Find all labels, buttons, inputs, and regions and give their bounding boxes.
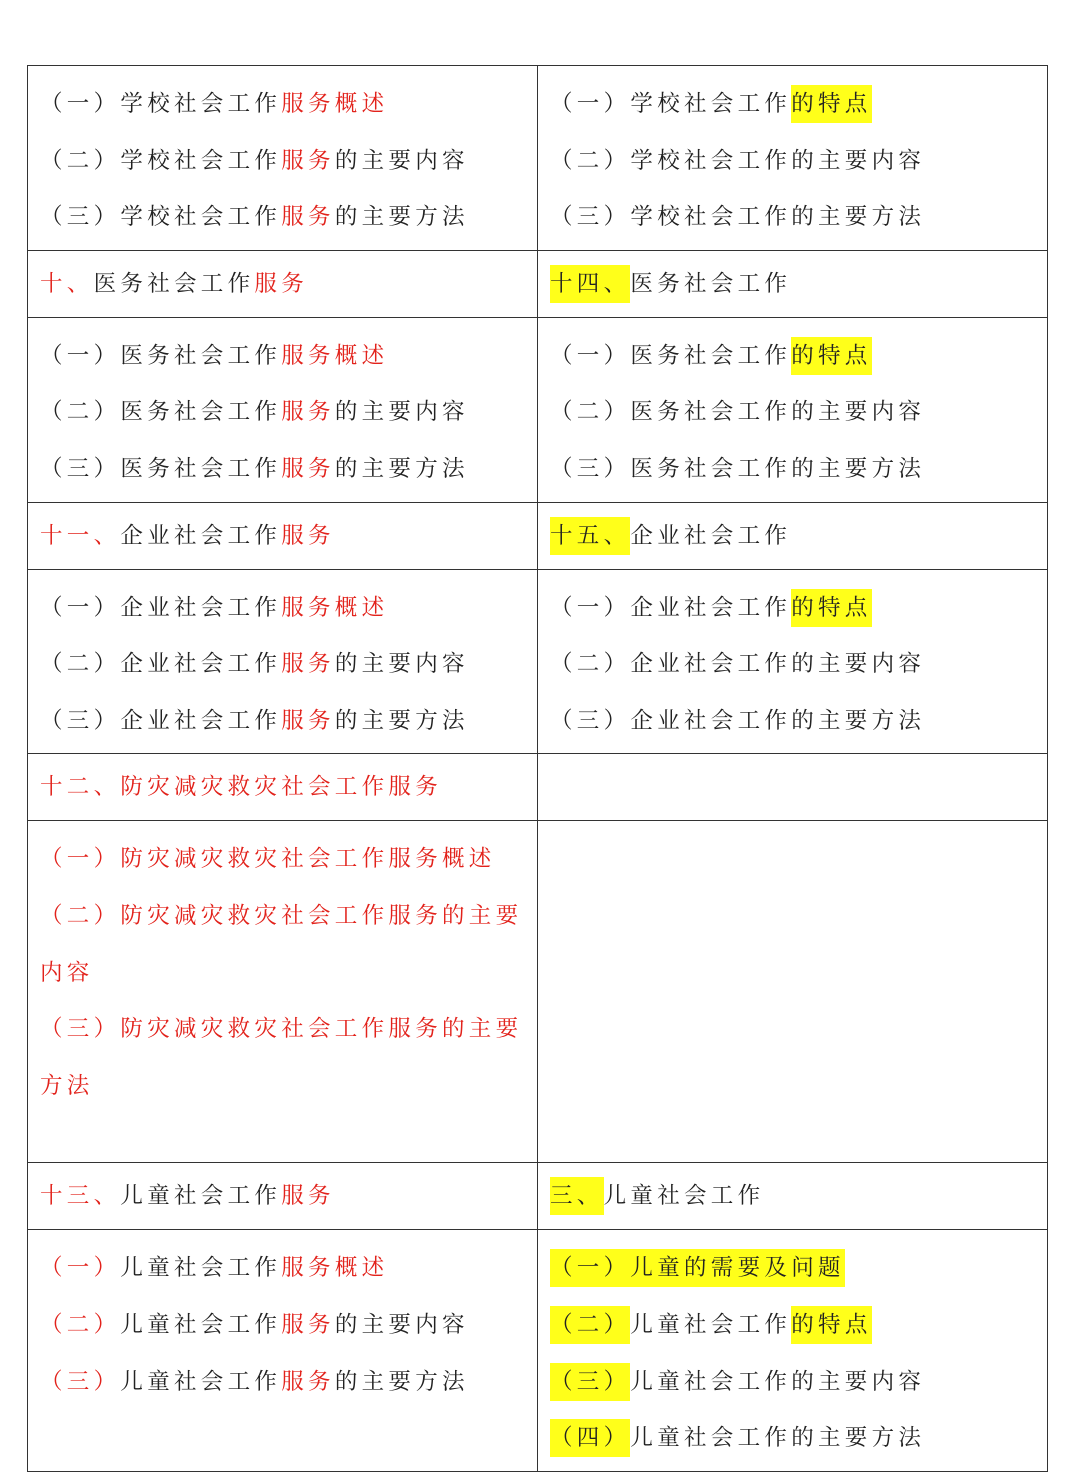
text: （三）医务社会工作的主要方法 bbox=[550, 455, 926, 482]
right-cell bbox=[538, 318, 1048, 502]
red-text: 服务 bbox=[281, 1311, 335, 1338]
list-item bbox=[40, 636, 527, 693]
left-cell bbox=[28, 754, 538, 820]
red-text: 服务 bbox=[281, 651, 335, 678]
left-cell bbox=[28, 1230, 538, 1470]
text: 的主要方法 bbox=[334, 1368, 469, 1395]
section-heading-row bbox=[28, 754, 1048, 821]
list-item bbox=[550, 693, 1037, 750]
red-text: 服务概述 bbox=[281, 342, 389, 369]
list-item bbox=[40, 189, 527, 246]
right-cell bbox=[538, 754, 1048, 820]
red-text: 服务 bbox=[254, 270, 309, 297]
red-text: 服务 bbox=[281, 455, 335, 482]
section-items-row bbox=[28, 1230, 1048, 1471]
list-item bbox=[550, 133, 1037, 190]
section-items-row bbox=[28, 821, 1048, 1163]
red-text: 服务概述 bbox=[281, 1255, 389, 1282]
list-item bbox=[40, 580, 527, 637]
left-cell bbox=[28, 570, 538, 754]
text: （一）医务社会工作 bbox=[40, 342, 282, 369]
text: （二）医务社会工作的主要内容 bbox=[550, 399, 926, 426]
text: （二）学校社会工作的主要内容 bbox=[550, 147, 926, 174]
highlighted-text: 的特点 bbox=[791, 1306, 871, 1344]
red-text: （三） bbox=[40, 1368, 121, 1395]
text: （三）医务社会工作 bbox=[40, 455, 282, 482]
list-item bbox=[40, 1297, 527, 1354]
left-cell bbox=[28, 251, 538, 317]
highlighted-text: 十五、 bbox=[550, 517, 630, 555]
text: （三）学校社会工作 bbox=[40, 204, 282, 231]
list-item bbox=[40, 328, 527, 385]
text: 的主要方法 bbox=[334, 455, 469, 482]
list-item bbox=[550, 328, 1037, 385]
left-cell bbox=[28, 503, 538, 569]
section-heading-row bbox=[28, 251, 1048, 318]
text: （一）企业社会工作 bbox=[40, 594, 282, 621]
red-text: 服务 bbox=[281, 1183, 335, 1210]
list-item bbox=[40, 441, 527, 498]
text: 儿童社会工作 bbox=[120, 1183, 282, 1210]
text: 儿童社会工作 bbox=[120, 1368, 282, 1395]
red-text: （二）防灾减灾救灾社会工作服务的主要内容 bbox=[40, 902, 523, 986]
text: 儿童社会工作 bbox=[120, 1311, 282, 1338]
list-item bbox=[550, 580, 1037, 637]
section-items-row bbox=[28, 570, 1048, 755]
section-heading-row bbox=[28, 1163, 1048, 1230]
highlighted-text: （二） bbox=[550, 1306, 630, 1344]
text: 儿童社会工作 bbox=[630, 1311, 792, 1338]
right-cell bbox=[538, 251, 1048, 317]
left-cell bbox=[28, 66, 538, 250]
highlighted-text: （一）儿童的需要及问题 bbox=[550, 1249, 845, 1287]
red-text: 服务概述 bbox=[281, 91, 389, 117]
list-item bbox=[40, 1354, 527, 1411]
highlighted-text: 的特点 bbox=[791, 589, 871, 627]
list-item bbox=[550, 384, 1037, 441]
text: （一）学校社会工作 bbox=[40, 91, 282, 117]
text: 儿童社会工作 bbox=[603, 1183, 765, 1210]
text: 企业社会工作 bbox=[630, 522, 792, 549]
highlighted-text: （三） bbox=[550, 1363, 630, 1401]
comparison-table bbox=[27, 65, 1048, 1472]
text: 的主要内容 bbox=[334, 399, 469, 426]
red-text: 服务 bbox=[281, 204, 335, 231]
list-item bbox=[550, 1354, 1037, 1411]
list-item bbox=[40, 888, 527, 1001]
red-text: 十三、 bbox=[40, 1183, 121, 1210]
red-text: 服务概述 bbox=[281, 594, 389, 621]
text: 儿童社会工作 bbox=[120, 1255, 282, 1282]
text: 儿童社会工作的主要方法 bbox=[630, 1425, 926, 1452]
right-cell bbox=[538, 1230, 1048, 1470]
text: 儿童社会工作的主要内容 bbox=[630, 1368, 926, 1395]
text: （三）学校社会工作的主要方法 bbox=[550, 204, 926, 231]
highlighted-text: 十四、 bbox=[550, 265, 630, 303]
left-cell bbox=[28, 821, 538, 1162]
list-item bbox=[40, 693, 527, 750]
list-item bbox=[40, 1001, 527, 1114]
text: 的主要内容 bbox=[334, 1311, 469, 1338]
section-title bbox=[40, 251, 527, 317]
list-item bbox=[550, 636, 1037, 693]
text: （二）企业社会工作 bbox=[40, 651, 282, 678]
red-text: 服务 bbox=[281, 1368, 335, 1395]
section-items-row bbox=[28, 66, 1048, 251]
list-item bbox=[550, 76, 1037, 133]
right-cell bbox=[538, 1163, 1048, 1229]
red-text: 服务 bbox=[281, 399, 335, 426]
text: 的主要方法 bbox=[334, 707, 469, 734]
section-items-row bbox=[28, 318, 1048, 503]
red-text: 服务 bbox=[281, 147, 335, 174]
text: 的主要内容 bbox=[334, 651, 469, 678]
list-item bbox=[40, 831, 527, 888]
highlighted-text: 的特点 bbox=[791, 337, 871, 375]
text: （二）学校社会工作 bbox=[40, 147, 282, 174]
text: 企业社会工作 bbox=[120, 522, 282, 549]
list-item bbox=[40, 1240, 527, 1297]
list-item bbox=[550, 441, 1037, 498]
list-item bbox=[40, 133, 527, 190]
section-title bbox=[40, 754, 527, 820]
red-text: 服务 bbox=[281, 707, 335, 734]
text: （三）企业社会工作 bbox=[40, 707, 282, 734]
text: （一）企业社会工作 bbox=[550, 594, 792, 621]
red-text: （一）防灾减灾救灾社会工作服务概述 bbox=[40, 846, 496, 873]
left-cell bbox=[28, 318, 538, 502]
section-title bbox=[550, 1163, 1037, 1229]
list-item bbox=[550, 189, 1037, 246]
section-heading-row bbox=[28, 503, 1048, 570]
right-cell bbox=[538, 66, 1048, 250]
red-text: 十、 bbox=[40, 270, 94, 297]
text: （三）企业社会工作的主要方法 bbox=[550, 707, 926, 734]
text: （一）医务社会工作 bbox=[550, 342, 792, 369]
left-cell bbox=[28, 1163, 538, 1229]
red-text: （二） bbox=[40, 1311, 121, 1338]
highlighted-text: （四） bbox=[550, 1419, 630, 1457]
red-text: 十一、 bbox=[40, 522, 121, 549]
right-cell bbox=[538, 821, 1048, 1162]
red-text: （一） bbox=[40, 1255, 121, 1282]
text: 的主要内容 bbox=[334, 147, 469, 174]
red-text: 十二、防灾减灾救灾社会工作服务 bbox=[40, 774, 443, 801]
right-cell bbox=[538, 570, 1048, 754]
right-cell bbox=[538, 503, 1048, 569]
text: 的主要方法 bbox=[334, 204, 469, 231]
highlighted-text: 的特点 bbox=[791, 85, 871, 123]
section-title bbox=[40, 1163, 527, 1229]
section-title bbox=[550, 503, 1037, 569]
highlighted-text: 三、 bbox=[550, 1177, 604, 1215]
list-item bbox=[550, 1297, 1037, 1354]
section-title bbox=[550, 251, 1037, 317]
red-text: 服务 bbox=[281, 522, 335, 549]
section-title bbox=[40, 503, 527, 569]
red-text: （三）防灾减灾救灾社会工作服务的主要方法 bbox=[40, 1016, 523, 1099]
text: 医务社会工作 bbox=[93, 270, 255, 297]
text: （二）医务社会工作 bbox=[40, 399, 282, 426]
list-item bbox=[40, 76, 527, 133]
text: （一）学校社会工作 bbox=[550, 91, 792, 117]
list-item bbox=[40, 384, 527, 441]
list-item bbox=[550, 1410, 1037, 1467]
text: 医务社会工作 bbox=[630, 270, 792, 297]
text: （二）企业社会工作的主要内容 bbox=[550, 651, 926, 678]
list-item bbox=[550, 1240, 1037, 1297]
